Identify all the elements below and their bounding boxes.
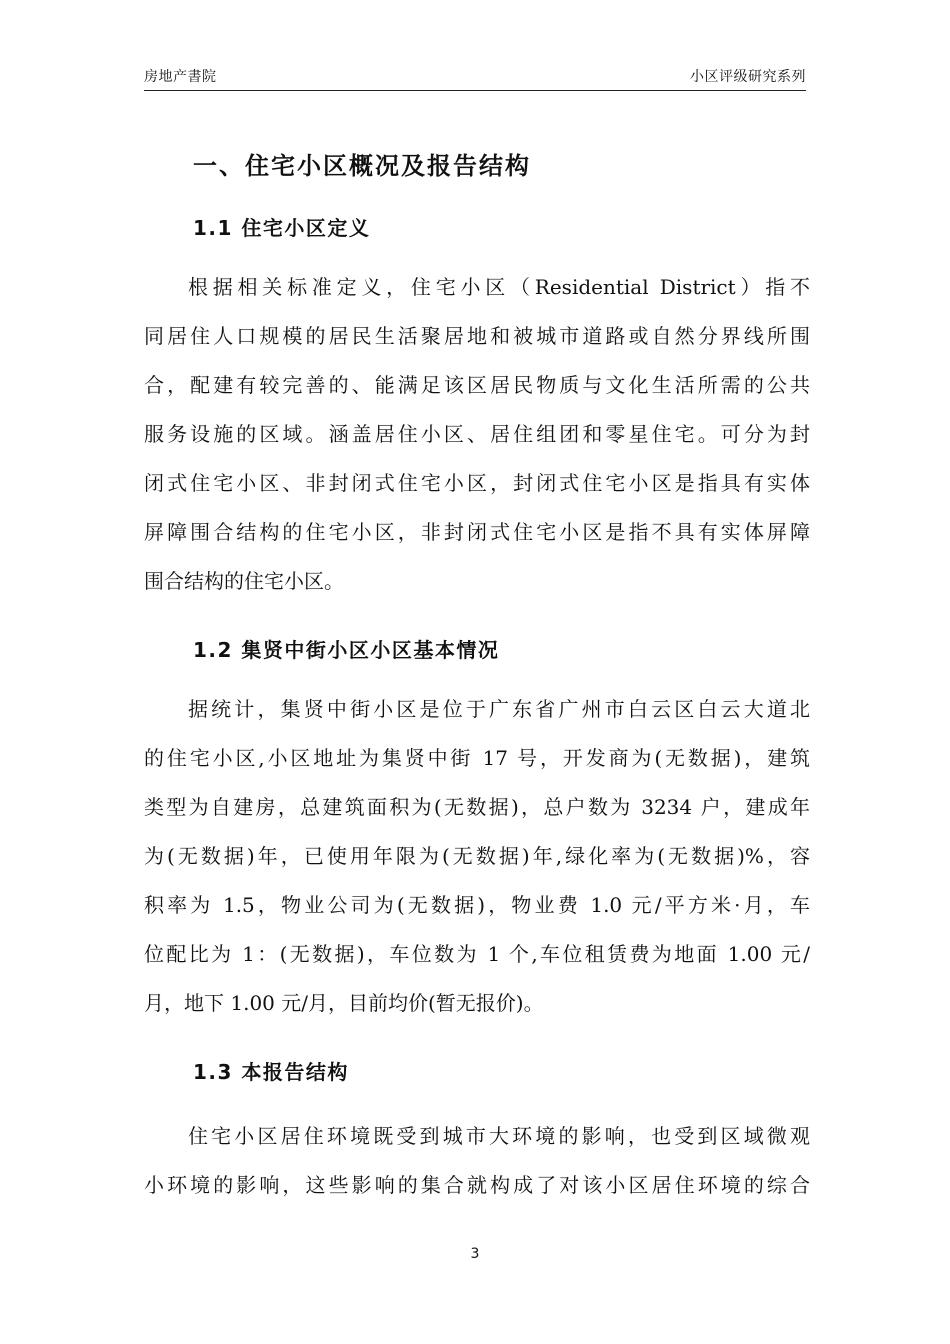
paragraph-line: 围合结构的住宅小区。 [144, 569, 344, 593]
header-series-title: 小区评级研究系列 [690, 69, 806, 85]
paragraph-line: 据统计，集贤中街小区是位于广东省广州市白云区白云大道北 [188, 697, 810, 721]
header-publisher: 房地产書院 [144, 69, 217, 85]
paragraph-line: 闭式住宅小区、非封闭式住宅小区，封闭式住宅小区是指具有实体 [144, 471, 810, 495]
chapter-heading: 一、住宅小区概况及报告结构 [193, 152, 531, 180]
paragraph-line: 位配比为 1：(无数据)，车位数为 1 个,车位租赁费为地面 1.00 元/ [144, 942, 810, 966]
paragraph-line: 根据相关标准定义，住宅小区（Residential District）指不 [188, 275, 810, 299]
paragraph-line: 服务设施的区域。涵盖居住小区、居住组团和零星住宅。可分为封 [144, 422, 810, 446]
page-header [144, 64, 806, 91]
paragraph-line: 屏障围合结构的住宅小区，非封闭式住宅小区是指不具有实体屏障 [144, 520, 810, 544]
paragraph-line: 同居住人口规模的居民生活聚居地和被城市道路或自然分界线所围 [144, 324, 810, 348]
section-heading-1-1: 1.1 住宅小区定义 [193, 216, 371, 240]
paragraph-line: 月，地下 1.00 元/月，目前均价(暂无报价)。 [144, 991, 544, 1015]
paragraph-line: 的住宅小区,小区地址为集贤中街 17 号，开发商为(无数据)，建筑 [144, 746, 810, 770]
paragraph-line: 为(无数据)年，已使用年限为(无数据)年,绿化率为(无数据)%，容 [144, 844, 810, 868]
paragraph-line: 类型为自建房，总建筑面积为(无数据)，总户数为 3234 户，建成年 [144, 795, 810, 819]
section-heading-1-2: 1.2 集贤中街小区小区基本情况 [193, 638, 500, 662]
section-heading-1-3: 1.3 本报告结构 [193, 1060, 349, 1084]
page-number: 3 [470, 1246, 480, 1262]
paragraph-line: 合，配建有较完善的、能满足该区居民物质与文化生活所需的公共 [144, 373, 810, 397]
paragraph-line: 小环境的影响，这些影响的集合就构成了对该小区居住环境的综合 [144, 1173, 810, 1197]
paragraph-line: 住宅小区居住环境既受到城市大环境的影响，也受到区域微观 [188, 1124, 810, 1148]
paragraph-line: 积率为 1.5，物业公司为(无数据)，物业费 1.0 元/平方米·月，车 [144, 893, 810, 917]
